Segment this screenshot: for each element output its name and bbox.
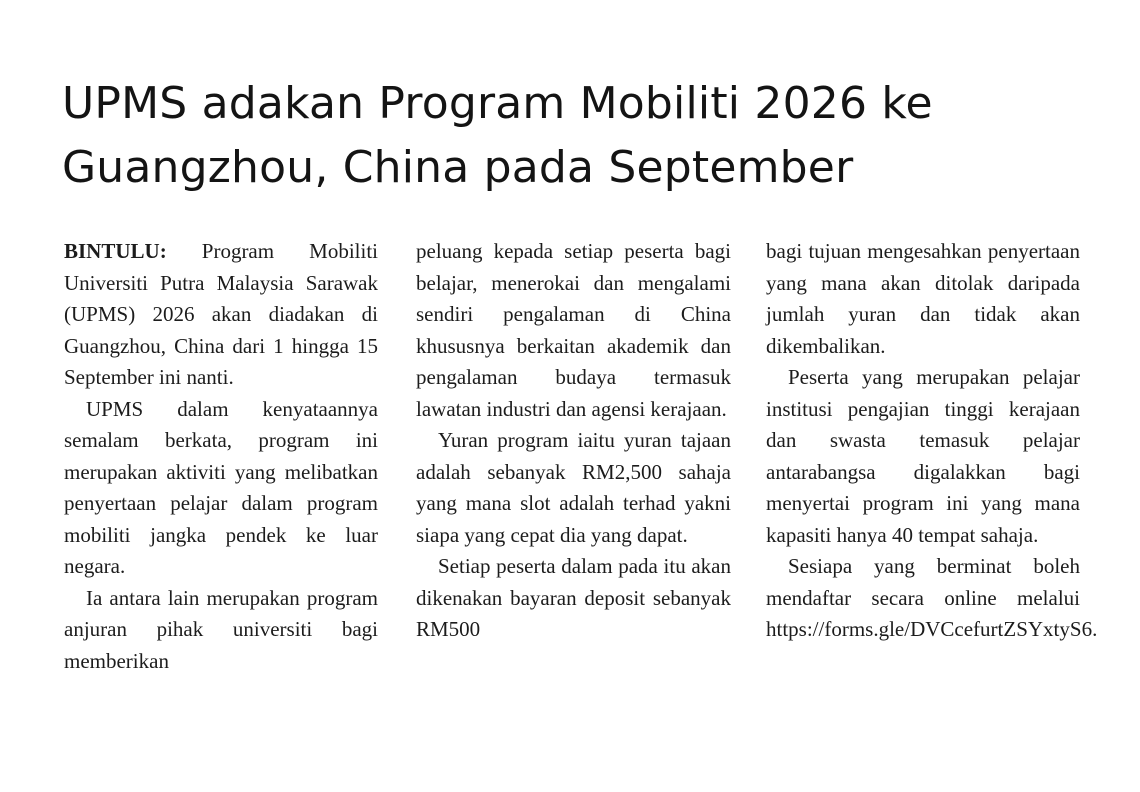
article-column-3 xyxy=(766,236,1098,646)
paragraph-7: Sesiapa yang berminat boleh mendaftar secara online melalui https://forms.gle/DVCcefurtZSYxtyS6. xyxy=(766,554,1098,641)
paragraph-3: Ia antara lain merupakan program anjuran pihak universiti bagi memberikan xyxy=(64,585,378,673)
paragraph-5-continued: bagi tujuan mengesahkan penyertaan yang mana akan ditolak daripada jumlah yuran dan tidak akan dikembalikan. xyxy=(766,239,1080,358)
paragraph-1-text: Program Mobiliti Universiti Putra Malaysia Sarawak (UPMS) 2026 akan diadakan di Guangzhou, China dari 1 hingga 15 September ini nanti. xyxy=(64,239,379,389)
paragraph-5: Setiap peserta dalam pada itu akan dikenakan bayaran deposit sebanyak RM500 xyxy=(416,554,731,641)
article-column-1 xyxy=(64,236,378,677)
dateline: BINTULU: xyxy=(64,239,167,263)
paragraph-6: Peserta yang merupakan pelajar institusi pengajian tinggi kerajaan dan swasta temasuk pelajar antarabangsa digalakkan bagi menyertai program ini yang mana kapasiti hanya 40 tempat sahaja. xyxy=(766,365,1080,547)
paragraph-4: Yuran program iaitu yuran tajaan adalah sebanyak RM2,500 sahaja yang mana slot adalah terhad yakni siapa yang cepat dia yang dapat. xyxy=(416,428,731,547)
paragraph-3-continued: peluang kepada setiap peserta bagi belajar, menerokai dan mengalami sendiri pengalaman di China khususnya berkaitan akademik dan pengalaman budaya termasuk lawatan industri dan agensi kerajaan. xyxy=(416,239,731,421)
article-column-2 xyxy=(416,236,731,646)
article-headline: UPMS adakan Program Mobiliti 2026 ke Guangzhou, China pada September xyxy=(62,78,933,193)
paragraph-1 xyxy=(64,236,378,394)
paragraph-2: UPMS dalam kenyataannya semalam berkata, program ini merupakan aktiviti yang melibatkan penyertaan pelajar dalam program mobiliti jangka pendek ke luar negara. xyxy=(64,396,378,578)
